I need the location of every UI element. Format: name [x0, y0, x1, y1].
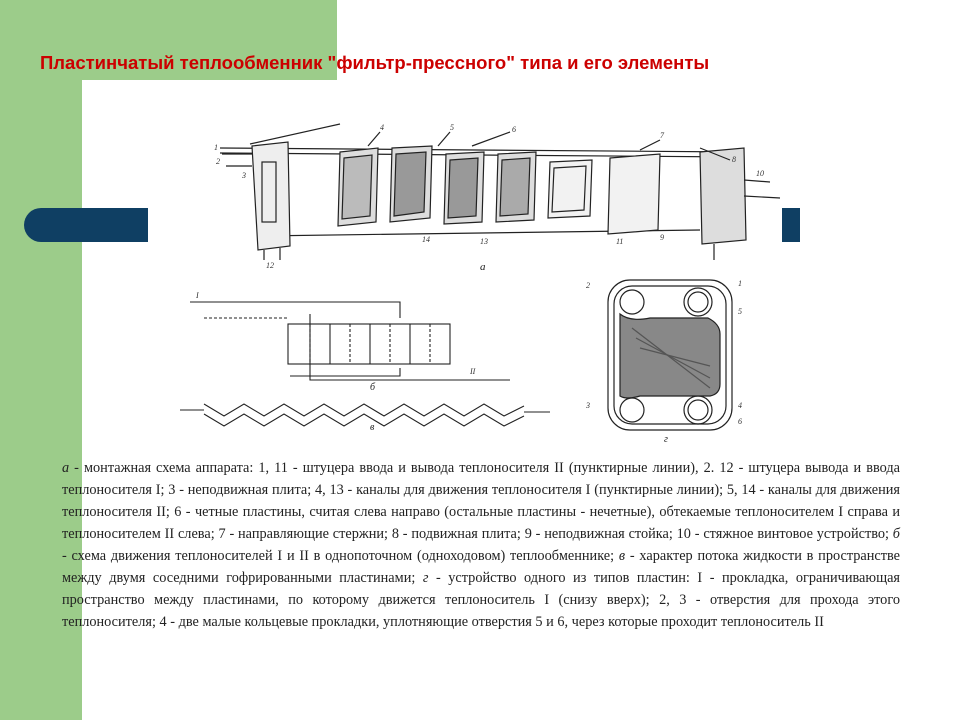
callout-a-11: 11 — [616, 237, 624, 246]
callout-a-4: 4 — [380, 123, 384, 132]
callout-a-2: 2 — [216, 157, 220, 166]
callout-b-I: I — [196, 291, 199, 300]
heat-exchanger-figure — [140, 118, 800, 448]
caption-part-1: а — [62, 460, 70, 476]
caption-part-8: - устройство одного из типов пластин: I - прокладка, ограничивающая пространство между пластинами, по которому движется теплоноситель I (снизу вверх); 2, 3 - отверстия для прохода этого теплоносителя; 4 - две малые кольцевые прокладки, уплотняющие отверстия 5 и 6, через которые проходит теплоноситель II — [62, 570, 900, 630]
corrugated-flow — [180, 404, 550, 426]
figure-a-callouts — [214, 123, 764, 270]
callout-b-II: II — [470, 367, 476, 376]
caption-part-6: - характер потока жидкости в пространстве между двумя соседними гофрированными пластинами; — [62, 548, 900, 586]
callout-g-5: 5 — [738, 307, 742, 316]
caption-part-7: г — [422, 570, 429, 586]
callout-g-3: 3 — [586, 401, 590, 410]
figure-b-label: б — [370, 382, 376, 393]
assembly-drawing — [220, 124, 780, 260]
flow-scheme-labels — [195, 291, 476, 376]
left-accent-bar — [24, 208, 148, 242]
callout-a-3: 3 — [242, 171, 246, 180]
callout-a-10: 10 — [756, 169, 764, 178]
figure-g-label: г — [664, 434, 668, 445]
figure-v-label: в — [370, 422, 375, 433]
figure-a-label: а — [480, 261, 486, 273]
caption-part-3: б — [892, 526, 900, 542]
callout-g-4: 4 — [738, 401, 742, 410]
figure-caption — [62, 457, 900, 633]
callout-a-1: 1 — [214, 143, 218, 152]
callout-a-12: 12 — [266, 261, 274, 270]
flow-scheme — [190, 302, 510, 380]
plates — [338, 146, 592, 226]
caption-part-5: в — [618, 548, 626, 564]
callout-g-6: 6 — [738, 417, 742, 426]
callout-a-13: 13 — [480, 237, 488, 246]
callout-a-7: 7 — [660, 131, 664, 140]
plate-drawing — [608, 280, 732, 430]
callout-a-5: 5 — [450, 123, 454, 132]
caption-part-4: - схема движения теплоносителей I и II в однопоточном (одноходовом) теплообменнике; — [62, 548, 619, 564]
caption-part-2: - монтажная схема аппарата: 1, 11 - штуцера ввода и вывода теплоносителя II (пунктирные линии), 2. 12 - штуцера вывода и ввода теплоносителя I; 3 - неподвижная плита; 4, 13 - каналы для движения теплоносителя I (пунктирные линии); 5, 14 - каналы для движения теплоносителя II; 6 - четные пластины, считая слева направо (остальные пластины - нечетные), обтекаемые теплоносителем I справа и теплоносителем II слева; 7 - направляющие стержни; 8 - подвижная плита; 9 - неподвижная стойка; 10 - стяжное винтовое устройство; — [62, 460, 900, 542]
callout-a-8: 8 — [732, 155, 736, 164]
callout-a-6: 6 — [512, 125, 516, 134]
callout-a-14: 14 — [422, 235, 430, 244]
slide-title: Пластинчатый теплообменник "фильтр-прессного" типа и его элементы — [40, 52, 710, 73]
callout-a-9: 9 — [660, 233, 664, 242]
callout-g-2: 2 — [586, 281, 590, 290]
callout-g-1: 1 — [738, 279, 742, 288]
